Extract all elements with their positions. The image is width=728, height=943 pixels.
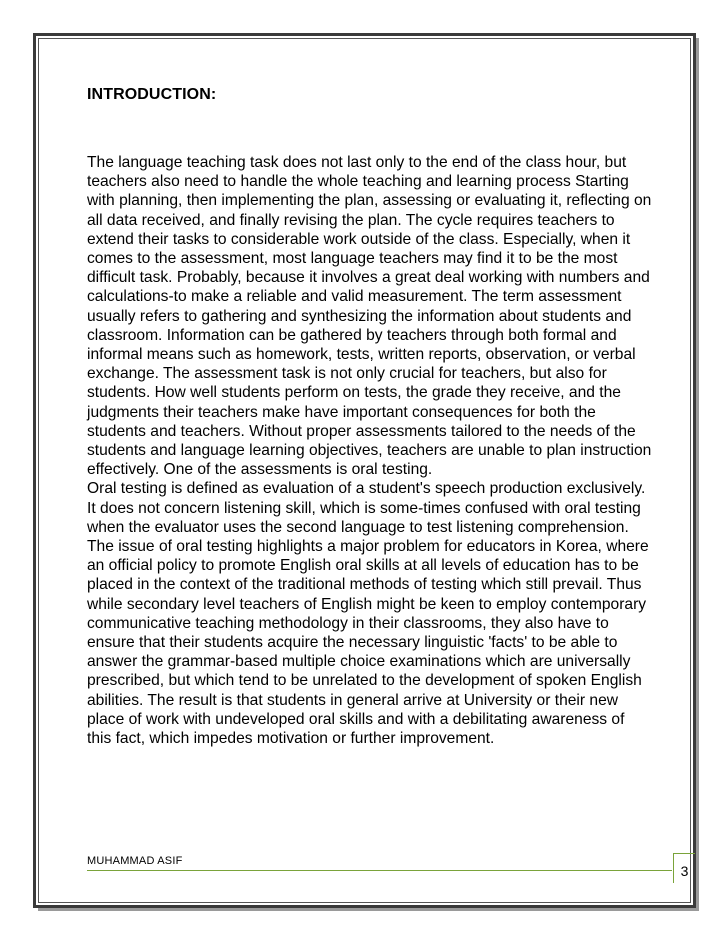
page-shadow-bottom — [38, 908, 699, 911]
section-heading: INTRODUCTION: — [87, 86, 217, 103]
footer-author: MUHAMMAD ASIF — [87, 855, 183, 867]
footer-rule — [87, 870, 672, 871]
paragraph-2: Oral testing is defined as evaluation of a student's speech production exclusively. It does not concern listening skill, which is some-times confused with oral testing when the evaluator uses the second language to test listening comprehension. — [87, 480, 646, 536]
paragraph-3: The issue of oral testing highlights a major problem for educators in Korea, where an official policy to promote English oral skills at all levels of education has to be placed in the context of the traditional methods of testing which still prevail. Thus while secondary level teachers of English might be keen to employ contemporary communicative teaching methodology in their classrooms, they also have to ensure that their students acquire the necessary linguistic 'facts' to be able to answer the grammar-based multiple choice examinations which are universally prescribed, but which tend to be unrelated to the development of spoken English abilities. The result is that students in general arrive at University or their new place of work with undeveloped oral skills and with a debilitating awareness of this fact, which impedes motivation or further improvement. — [87, 538, 649, 748]
page-number-box — [673, 853, 695, 883]
body-text — [87, 153, 652, 748]
page-shadow-right — [696, 38, 699, 910]
paragraph-1: The language teaching task does not last only to the end of the class hour, but teachers also need to handle the whole teaching and learning process Starting with planning, then implementing the plan, assessing or evaluating it, reflecting on all data received, and finally revising the plan. The cycle requires teachers to extend their tasks to considerable work outside of the class. Especially, when it comes to the assessment, most language teachers may find it to be the most difficult task. Probably, because it involves a great deal working with numbers and calculations-to make a reliable and valid measurement. The term assessment usually refers to gathering and synthesizing the information about students and classroom. Information can be gathered by teachers through both formal and informal means such as homework, tests, written reports, observation, or verbal exchange. The assessment task is not only crucial for teachers, but also for students. How well students perform on tests, the grade they receive, and the judgments their teachers make have important consequences for both the students and teachers. Without proper assessments tailored to the needs of the students and language learning objectives, teachers are unable to plan instruction effectively. One of the assessments is oral testing. — [87, 154, 652, 479]
page-number: 3 — [680, 863, 689, 879]
